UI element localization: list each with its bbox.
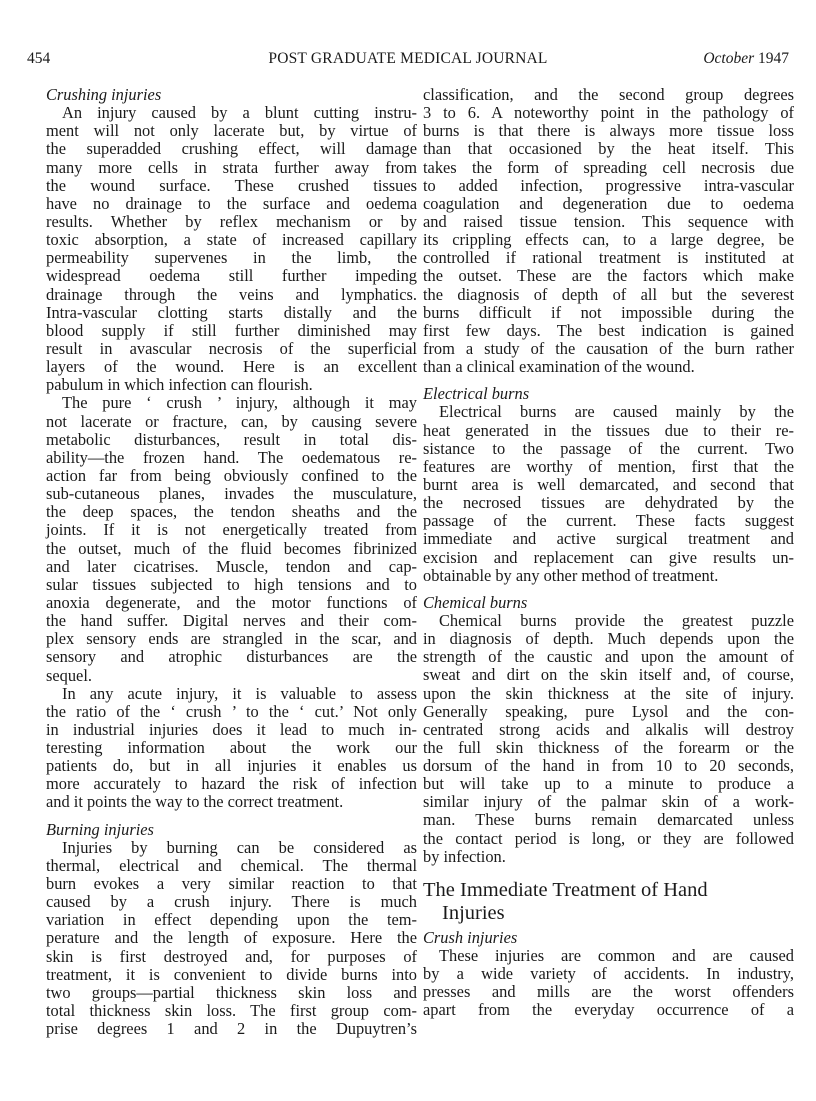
- text-line: not lacerate or fracture, can, by causing severe: [46, 411, 417, 431]
- text-line: the ratio of the ‘ crush ’ to the ‘ cut.’ Not only: [46, 701, 417, 721]
- section-title-line1: The Immediate Treatment of Hand: [423, 878, 708, 901]
- text-line: An injury caused by a blunt cutting instru-: [62, 103, 417, 123]
- text-line: Electrical burns are caused mainly by the: [439, 402, 794, 422]
- text-line: caused by a crush injury. There is much: [46, 892, 417, 912]
- text-line: the necrosed tissues are dehydrated by the: [423, 493, 794, 513]
- text-line: total thickness skin loss. The first group com-: [46, 1001, 417, 1021]
- text-line: sensory and atrophic disturbances are the: [46, 647, 417, 667]
- text-line: These injuries are common and are caused: [439, 946, 794, 966]
- text-line: first few days. The best indication is gained: [423, 320, 794, 340]
- text-line: excision and replacement can give results un-: [423, 547, 794, 567]
- text-line: thermal, electrical and chemical. The thermal: [46, 855, 417, 875]
- text-line: Injuries by burning can be considered as: [62, 837, 417, 857]
- text-line: have no drainage to the surface and oedema: [46, 193, 417, 213]
- paragraph-crushing-1: [46, 104, 417, 394]
- text-line: centrated strong acids and alkalis will destroy: [423, 719, 794, 739]
- text-line: the outset. These are the factors which make: [423, 266, 794, 286]
- text-line: the deep spaces, the tendon sheaths and the: [46, 502, 417, 522]
- paragraph-electrical: [423, 403, 794, 584]
- text-line: immediate and active surgical treatment and: [423, 529, 794, 549]
- text-line: sular tissues subjected to high tensions and to: [46, 574, 417, 594]
- text-line: coagulation and degeneration due to oedema: [423, 193, 794, 213]
- text-line: more accurately to hazard the risk of infection: [46, 774, 417, 794]
- page-number: 454: [27, 50, 51, 67]
- text-line: the wound surface. These crushed tissues: [46, 175, 417, 195]
- text-line: man. These burns remain demarcated unless: [423, 810, 794, 830]
- text-line: ment will not only lacerate but, by virtue of: [46, 121, 417, 141]
- section-title: [423, 879, 794, 925]
- text-line: teresting information about the work our: [46, 738, 417, 758]
- text-line: the outset, much of the fluid becomes fibrinized: [46, 538, 417, 558]
- subheading-crushing-injuries: Crushing injuries: [46, 85, 162, 104]
- text-line: perature and the length of exposure. Here the: [46, 928, 417, 948]
- issue-year: 1947: [758, 50, 789, 67]
- text-line: drainage through the veins and lymphatics.: [46, 284, 417, 304]
- text-line: metabolic disturbances, result in total dis-: [46, 429, 417, 449]
- text-line: sub-cutaneous planes, invades the musculature,: [46, 484, 417, 504]
- paragraph-burning-1: [46, 839, 417, 1039]
- text-line: results. Whether by reflex mechanism or by: [46, 211, 417, 231]
- text-line: Intra-vascular clotting starts distally and the: [46, 302, 417, 322]
- text-line: the diagnosis of depth of all but the severest: [423, 284, 794, 304]
- text-line: the hand suffer. Digital nerves and their com-: [46, 611, 417, 631]
- text-line: the superadded crushing effect, will damage: [46, 139, 417, 159]
- text-line: the contact period is long, or they are followed: [423, 828, 794, 848]
- text-line: many more cells in strata further away from: [46, 157, 417, 177]
- text-line: in diagnosis of depth. Much depends upon the: [423, 629, 794, 649]
- text-line: plex sensory ends are strangled in the scar, and: [46, 629, 417, 649]
- subheading-crush-injuries: Crush injuries: [423, 927, 518, 947]
- text-line: controlled if rational treatment is instituted at: [423, 248, 794, 268]
- text-line: the full skin thickness of the forearm or the: [423, 737, 794, 757]
- left-column: [46, 86, 417, 1038]
- text-line: its crippling effects can, to a large degree, be: [423, 230, 794, 250]
- text-line: layers of the wound. Here is an excellent: [46, 357, 417, 377]
- text-line: burn evokes a very similar reaction to that: [46, 874, 417, 894]
- text-line: dorsum of the hand in from 10 to 20 seconds,: [423, 756, 794, 776]
- text-line: prise degrees 1 and 2 in the Dupuytren’s: [46, 1019, 417, 1039]
- text-line: widespread oedema still further impeding: [46, 266, 417, 286]
- journal-title: POST GRADUATE MEDICAL JOURNAL: [268, 50, 548, 67]
- text-line: anoxia degenerate, and the motor functions of: [46, 592, 417, 612]
- text-line: two groups—partial thickness skin loss and: [46, 982, 417, 1002]
- text-line: variation in effect depending upon the tem-: [46, 910, 417, 930]
- subheading-chemical-burns: Chemical burns: [423, 592, 528, 612]
- text-line: passage of the current. These facts suggest: [423, 511, 794, 531]
- text-line: in industrial injuries does it lead to much in-: [46, 719, 417, 739]
- text-line: burnt area is well demarcated, and second that: [423, 474, 794, 494]
- text-line: blood supply if still further diminished may: [46, 320, 417, 340]
- text-line: similar injury of the palmar skin of a work-: [423, 792, 794, 812]
- text-line: features are worthy of mention, first that the: [423, 456, 794, 476]
- subheading-burning-injuries: Burning injuries: [46, 819, 154, 839]
- text-line: ability—the frozen hand. The oedematous re-: [46, 447, 417, 467]
- text-line: from a study of the causation of the burn rather: [423, 338, 794, 358]
- text-line: 3 to 6. A noteworthy point in the pathology of: [423, 103, 794, 123]
- text-line: and later cicatrises. Muscle, tendon and cap-: [46, 556, 417, 576]
- paragraph-crushing-2: [46, 394, 417, 684]
- paragraph-crushing-3: [46, 685, 417, 812]
- text-line: sistance to the passage of the current. Two: [423, 438, 794, 458]
- text-line: skin is first destroyed and, for purposes of: [46, 946, 417, 966]
- subheading-electrical-burns: Electrical burns: [423, 384, 530, 404]
- running-header: [27, 50, 789, 72]
- text-line: apart from the everyday occurrence of a: [423, 1000, 794, 1020]
- text-line: sequel.: [46, 665, 92, 685]
- text-line: The pure ‘ crush ’ injury, although it may: [62, 393, 417, 413]
- text-line: presses and mills are the worst offenders: [423, 982, 794, 1002]
- text-line: classification, and the second group degrees: [423, 85, 794, 104]
- text-line: obtainable by any other method of treatment.: [423, 565, 719, 585]
- text-line: than that occasioned by the heat itself. This: [423, 139, 794, 159]
- text-line: upon the skin thickness at the site of injury.: [423, 683, 794, 703]
- text-line: burns is that there is always more tissue loss: [423, 121, 794, 141]
- text-line: Generally speaking, pure Lysol and the con-: [423, 701, 794, 721]
- text-line: by infection.: [423, 846, 506, 866]
- text-line: patients do, but in all injuries it enables us: [46, 756, 417, 776]
- text-line: Chemical burns provide the greatest puzzle: [439, 610, 794, 630]
- text-line: by a wide variety of accidents. In industry,: [423, 964, 794, 984]
- text-line: and raised tissue tension. This sequence with: [423, 211, 794, 231]
- paragraph-burning-continued: [423, 86, 794, 376]
- text-line: strength of the caustic and upon the amount of: [423, 647, 794, 667]
- issue-date: [703, 50, 789, 68]
- text-line: result in avascular necrosis of the superficial: [46, 338, 417, 358]
- text-line: burns difficult if not impossible during the: [423, 302, 794, 322]
- issue-month: October: [703, 50, 755, 67]
- text-line: treatment, it is convenient to divide burns into: [46, 964, 417, 984]
- paragraph-crush: [423, 947, 794, 1020]
- text-line: and it points the way to the correct treatment.: [46, 792, 344, 812]
- text-line: than a clinical examination of the wound.: [423, 357, 695, 377]
- text-line: pabulum in which infection can flourish.: [46, 375, 313, 395]
- text-line: but will take up to a minute to produce a: [423, 774, 794, 794]
- section-title-line2: Injuries: [442, 901, 505, 924]
- text-line: action far from being obviously confined to the: [46, 465, 417, 485]
- text-line: takes the form of spreading cell necrosis due: [423, 157, 794, 177]
- text-line: permeability supervenes in the limb, the: [46, 248, 417, 268]
- text-line: joints. If it is not energetically treated from: [46, 520, 417, 540]
- text-line: to added infection, progressive intra-vascular: [423, 175, 794, 195]
- right-column: [423, 86, 794, 1020]
- text-line: sweat and dirt on the skin itself and, of course,: [423, 665, 794, 685]
- text-line: toxic absorption, a state of increased capillary: [46, 230, 417, 250]
- text-line: heat generated in the tissues due to their re-: [423, 420, 794, 440]
- paragraph-chemical: [423, 612, 794, 866]
- text-line: In any acute injury, it is valuable to assess: [62, 683, 417, 703]
